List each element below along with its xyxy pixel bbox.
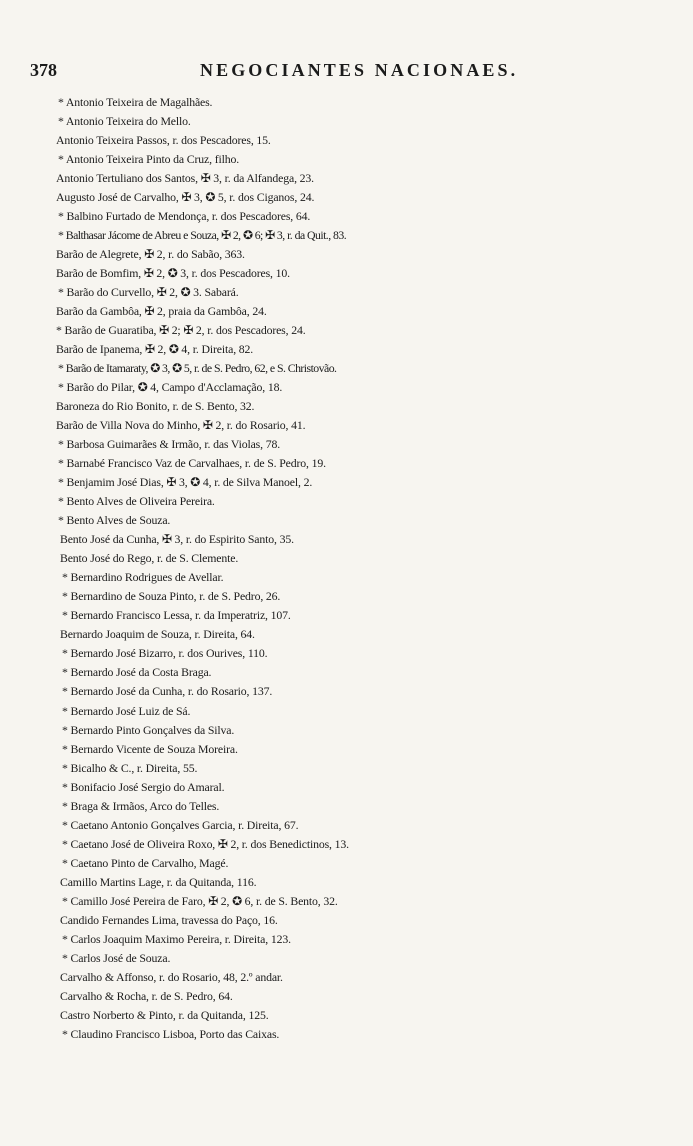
list-item <box>52 644 688 663</box>
entry-text: * Bernardino de Souza Pinto, r. de S. Pedro, 26. <box>62 589 281 604</box>
entry-text: * Bernardino Rodrigues de Avellar. <box>62 570 224 585</box>
list-item <box>52 321 688 340</box>
list-item <box>52 740 688 759</box>
list-item <box>52 663 688 682</box>
entry-text: Barão da Gambôa, ✠ 2, praia da Gambôa, 24. <box>56 304 267 319</box>
entry-text: * Camillo José Pereira de Faro, ✠ 2, ✪ 6, r. de S. Bento, 32. <box>62 893 338 908</box>
merchant-list <box>58 93 688 1044</box>
entry-text: * Caetano Pinto de Carvalho, Magé. <box>62 855 229 870</box>
list-item <box>52 169 688 188</box>
entry-text: * Bernardo José da Cunha, r. do Rosario, 137. <box>62 684 273 699</box>
entry-text: Baroneza do Rio Bonito, r. de S. Bento, 32. <box>56 399 255 414</box>
list-item <box>52 835 688 854</box>
list-item <box>52 606 688 625</box>
entry-text: Barão de Ipanema, ✠ 2, ✪ 4, r. Direita, 82. <box>56 342 254 357</box>
entry-text: Carvalho & Affonso, r. do Rosario, 48, 2.º andar. <box>60 969 283 984</box>
entry-text: Barão de Alegrete, ✠ 2, r. do Sabão, 363. <box>56 247 245 262</box>
list-item <box>52 511 688 530</box>
entry-text: * Carlos Joaquim Maximo Pereira, r. Direita, 123. <box>62 931 291 946</box>
list-item <box>52 797 688 816</box>
entry-text: Bento José da Cunha, ✠ 3, r. do Espirito Santo, 35. <box>60 532 294 547</box>
entry-text: Bento José do Rego, r. de S. Clemente. <box>60 551 239 566</box>
list-item <box>52 492 688 511</box>
list-item <box>52 930 688 949</box>
list-item <box>52 226 688 245</box>
entry-text: * Barão do Curvello, ✠ 2, ✪ 3. Sabará. <box>58 285 239 300</box>
entry-text: Antonio Tertuliano dos Santos, ✠ 3, r. da Alfandega, 23. <box>56 171 314 186</box>
entry-text: Castro Norberto & Pinto, r. da Quitanda, 125. <box>60 1007 269 1022</box>
entry-text: * Balthasar Jácome de Abreu e Souza, ✠ 2, ✪ 6; ✠ 3, r. da Quit., 83. <box>58 228 347 243</box>
list-item <box>52 568 688 587</box>
list-item <box>52 778 688 797</box>
list-item <box>52 854 688 873</box>
entry-text: * Bicalho & C., r. Direita, 55. <box>62 760 198 775</box>
list-item <box>52 397 688 416</box>
entry-text: * Claudino Francisco Lisboa, Porto das Caixas. <box>62 1026 280 1041</box>
entry-text: Antonio Teixeira Passos, r. dos Pescadores, 15. <box>56 133 271 148</box>
list-item <box>52 987 688 1006</box>
entry-text: * Antonio Teixeira de Magalhães. <box>58 95 213 109</box>
list-item <box>52 949 688 968</box>
list-item <box>52 625 688 644</box>
entry-text: * Antonio Teixeira do Mello. <box>58 114 191 129</box>
list-item <box>52 473 688 492</box>
list-item <box>52 530 688 549</box>
list-item <box>52 549 688 568</box>
entry-text: * Bernardo Vicente de Souza Moreira. <box>62 741 238 756</box>
list-item <box>52 302 688 321</box>
list-item <box>52 721 688 740</box>
entry-text: Barão de Bomfim, ✠ 2, ✪ 3, r. dos Pescadores, 10. <box>56 266 290 281</box>
entry-text: Candido Fernandes Lima, travessa do Paço, 16. <box>60 912 278 927</box>
list-item <box>52 245 688 264</box>
list-item <box>52 416 688 435</box>
list-item <box>52 1025 688 1044</box>
entry-text: Augusto José de Carvalho, ✠ 3, ✪ 5, r. dos Ciganos, 24. <box>56 190 315 205</box>
list-item <box>52 454 688 473</box>
entry-text: * Braga & Irmãos, Arco do Telles. <box>62 798 220 813</box>
entry-text: * Barão de Itamaraty, ✪ 3, ✪ 5, r. de S. Pedro, 62, e S. Christovão. <box>58 361 337 376</box>
page-number: 378 <box>30 60 57 80</box>
entry-text: * Benjamim José Dias, ✠ 3, ✪ 4, r. de Silva Manoel, 2. <box>58 475 313 490</box>
list-item <box>52 207 688 226</box>
list-item <box>52 93 688 112</box>
list-item <box>52 702 688 721</box>
page-header <box>30 60 660 88</box>
list-item <box>52 1006 688 1025</box>
entry-text: Barão de Villa Nova do Minho, ✠ 2, r. do Rosario, 41. <box>56 418 306 433</box>
entry-text: * Bernardo José da Costa Braga. <box>62 665 212 680</box>
entry-text: * Balbino Furtado de Mendonça, r. dos Pescadores, 64. <box>58 209 311 224</box>
list-item <box>52 892 688 911</box>
entry-text: * Bernardo Francisco Lessa, r. da Imperatriz, 107. <box>62 608 291 623</box>
list-item <box>52 587 688 606</box>
list-item <box>52 816 688 835</box>
list-item <box>52 873 688 892</box>
list-item <box>52 131 688 150</box>
running-title: NEGOCIANTES NACIONAES. <box>200 60 519 80</box>
entry-text: * Barão de Guaratiba, ✠ 2; ✠ 2, r. dos Pescadores, 24. <box>56 323 306 338</box>
list-item <box>52 682 688 701</box>
entry-text: * Caetano Antonio Gonçalves Garcia, r. Direita, 67. <box>62 817 299 832</box>
entry-text: * Bernardo Pinto Gonçalves da Silva. <box>62 722 235 737</box>
list-item <box>52 759 688 778</box>
entry-text: Carvalho & Rocha, r. de S. Pedro, 64. <box>60 988 233 1003</box>
list-item <box>52 378 688 397</box>
entry-text: * Bernardo José Luiz de Sá. <box>62 703 191 718</box>
list-item <box>52 283 688 302</box>
entry-text: * Barbosa Guimarães & Irmão, r. das Violas, 78. <box>58 437 281 452</box>
list-item <box>52 264 688 283</box>
entry-text: * Barnabé Francisco Vaz de Carvalhaes, r. de S. Pedro, 19. <box>58 456 326 471</box>
entry-text: * Antonio Teixeira Pinto da Cruz, filho. <box>58 152 240 167</box>
entry-text: * Carlos José de Souza. <box>62 950 171 965</box>
list-item <box>52 112 688 131</box>
entry-text: Bernardo Joaquim de Souza, r. Direita, 64. <box>60 627 255 642</box>
entry-text: * Bento Alves de Oliveira Pereira. <box>58 494 215 509</box>
list-item <box>52 435 688 454</box>
entry-text: * Bonifacio José Sergio do Amaral. <box>62 779 225 794</box>
entry-text: * Bento Alves de Souza. <box>58 513 171 528</box>
list-item <box>52 340 688 359</box>
entry-text: Camillo Martins Lage, r. da Quitanda, 116. <box>60 874 257 889</box>
entry-text: * Caetano José de Oliveira Roxo, ✠ 2, r. dos Benedictinos, 13. <box>62 836 349 851</box>
list-item <box>52 150 688 169</box>
entry-text: * Bernardo José Bizarro, r. dos Ourives, 110. <box>62 646 268 661</box>
list-item <box>52 359 688 378</box>
list-item <box>52 911 688 930</box>
entry-text: * Barão do Pilar, ✪ 4, Campo d'Acclamação, 18. <box>58 380 283 395</box>
list-item <box>52 968 688 987</box>
list-item <box>52 188 688 207</box>
